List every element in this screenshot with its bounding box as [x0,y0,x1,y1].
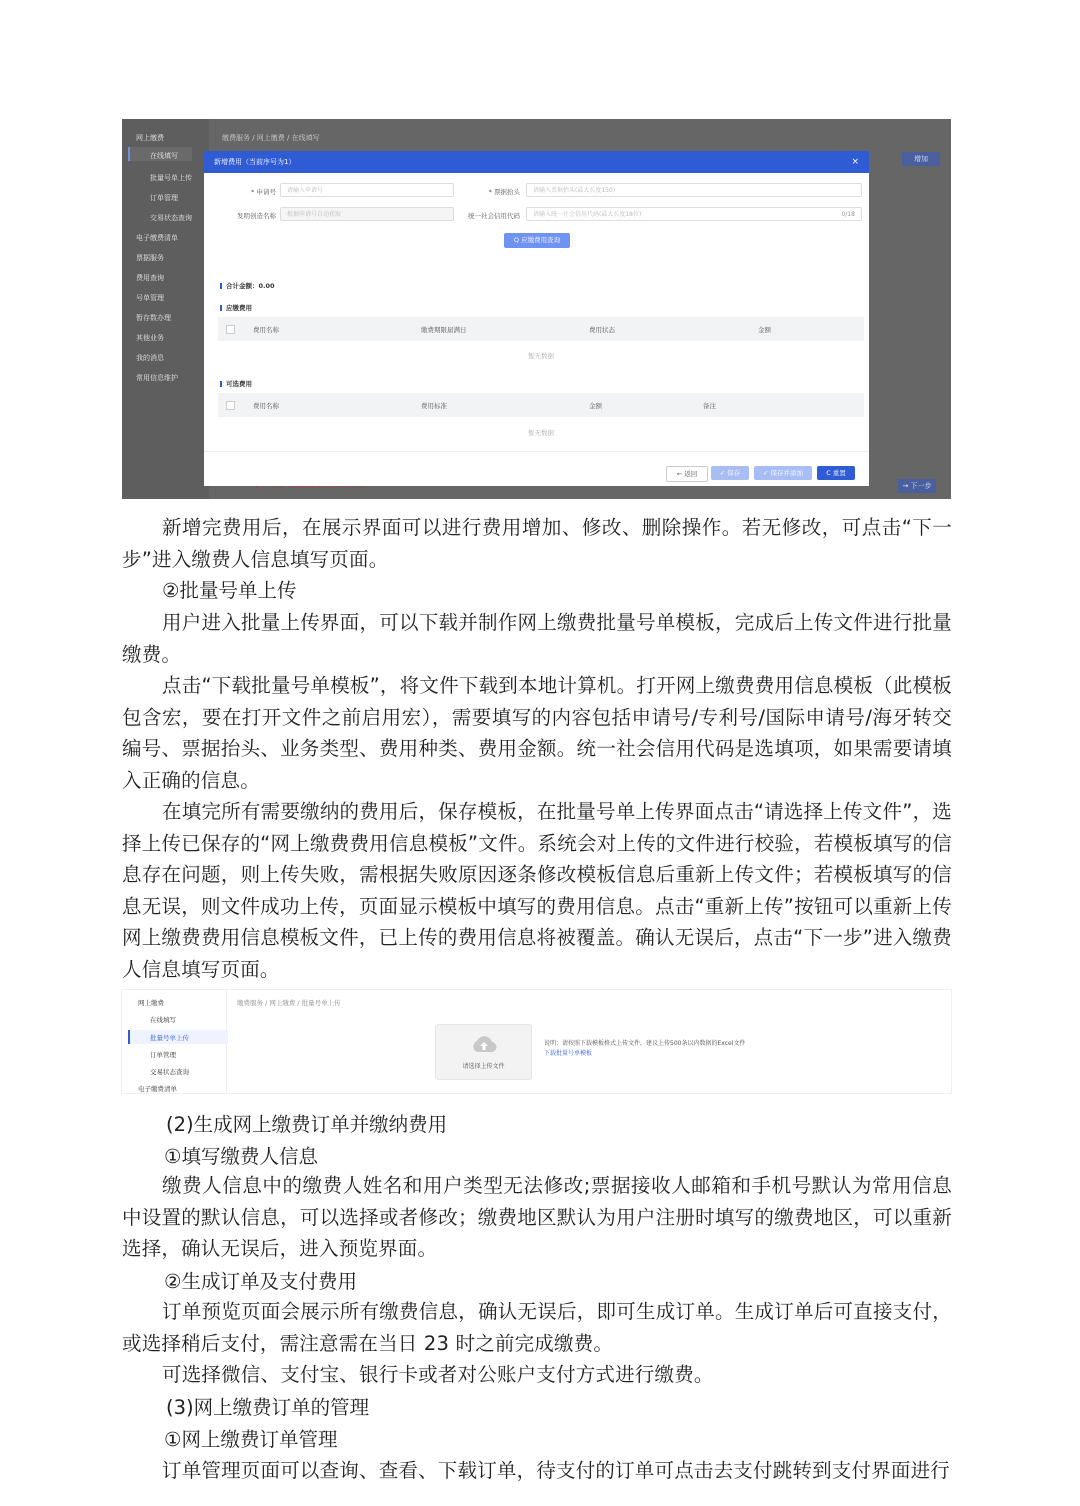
close-icon[interactable]: × [851,157,859,167]
optional-select-all-checkbox[interactable] [226,401,235,410]
save-and-add-button[interactable]: ✓ 保存并添加 [754,466,812,480]
heading-generate-pay: ②生成订单及支付费用 [164,1270,357,1293]
cloud-upload-icon [471,1033,497,1055]
opt-col-standard: 费用标准 [421,402,447,410]
breadcrumb: 缴费服务 / 网上缴费 / 在线填写 [222,134,320,142]
add-fee-modal [204,151,869,486]
credit-code-counter: 0/18 [841,211,855,218]
screenshot-batch-upload [122,990,951,1093]
invoice-title-input[interactable]: 请输入票据抬头(最大长度150) [526,183,862,197]
sidebar-item-batch-upload[interactable]: 批量号单上传 [150,174,192,182]
sidebar [122,119,209,499]
due-col-name: 费用名称 [253,326,279,334]
due-fee-table-header [218,317,864,341]
sidebar-item-online-fill[interactable]: 在线填写 [150,1016,176,1024]
upload-note: 说明：请按照下载模板格式上传文件，建议上传500条以内数据的Excel文件 [544,1040,746,1047]
modal-title: 新增费用（当前序号为1） [214,158,296,166]
sidebar-item-e-payment-list[interactable]: 电子缴费清单 [136,234,178,242]
invention-name-input: 根据申请号自动获取 [280,207,454,221]
sidebar-item-messages[interactable]: 我的消息 [136,354,164,362]
due-col-status: 费用状态 [589,326,615,334]
select-all-checkbox[interactable] [226,325,235,334]
due-empty: 暂无数据 [528,352,554,360]
save-button[interactable]: ✓ 保存 [711,466,749,480]
sidebar-item-orders[interactable]: 订单管理 [150,194,178,202]
paragraph-after-add: 新增完费用后，在展示界面可以进行费用增加、修改、删除操作。若无修改，可点击“下一步”进入缴费人信息填写页面。 [122,516,952,571]
sidebar-item-e-payment-list[interactable]: 电子缴费清单 [138,1085,177,1093]
paragraph-order-page: 订单管理页面可以查询、查看、下载订单，待支付的订单可点击去支付跳转到支付界面进行 [162,1459,951,1482]
paragraph-payment-methods: 可选择微信、支付宝、银行卡或者对公账户支付方式进行缴费。 [162,1363,714,1386]
modal-footer-divider [204,451,869,452]
optional-empty: 暂无数据 [528,429,554,437]
due-col-deadline: 缴费期限届满日 [421,326,467,334]
heading-order-management-sub: ①网上缴费订单管理 [164,1428,338,1451]
opt-col-remark: 备注 [703,402,716,410]
paragraph-payer-info: 缴费人信息中的缴费人姓名和用户类型无法修改;票据接收人邮箱和手机号默认为常用信息中设置的默认信息，可以选择或者修改；缴费地区默认为用户注册时填写的缴费地区，可以重新选择，确认无误后，进入预览界面。 [122,1174,952,1260]
back-button[interactable]: ← 返回 [666,466,708,482]
app-no-label: * 申请号 [251,188,276,196]
sidebar-item-online-payment[interactable]: 网上缴费 [136,134,164,142]
sidebar-item-transaction-status[interactable]: 交易状态查询 [150,214,192,222]
sidebar-item-online-fill[interactable]: 在线填写 [150,152,178,160]
modal-header [204,151,869,173]
breadcrumb: 缴费服务 / 网上缴费 / 批量号单上传 [237,999,341,1007]
paragraph-upload-process: 在填完所有需要缴纳的费用后，保存模板，在批量号单上传界面点击“请选择上传文件”，选择上传已保存的“网上缴费费用信息模板”文件。系统会对上传的文件进行校验，若模板填写的信息存在问题，则上传失败，需根据失败原因逐条修改模板信息后重新上传文件；若模板填写的信息无误，则文件成功上传，页面显示模板中填写的费用信息。点击“重新上传”按钮可以重新上传网上缴费费用信息模板文件，已上传的费用信息将被覆盖。确认无误后，点击“下一步”进入缴费人信息填写页面。 [122,800,952,981]
sidebar-item-orders[interactable]: 订单管理 [150,1051,176,1059]
sidebar-item-online-payment[interactable]: 网上缴费 [138,999,164,1007]
paragraph-order-preview: 订单预览页面会展示所有缴费信息，确认无误后，即可生成订单。生成订单后可直接支付，或选择稍后支付，需注意需在当日 23 时之前完成缴费。 [122,1300,952,1355]
opt-col-name: 费用名称 [253,402,279,410]
sidebar-item-common-info[interactable]: 常用信息维护 [136,374,178,382]
credit-code-input[interactable] [526,207,862,221]
next-step-button[interactable]: → 下一步 [898,479,936,493]
add-button[interactable]: 增加 [902,152,940,166]
upload-file-button[interactable] [435,1024,532,1080]
credit-code-placeholder: 请输入统一社会信用代码(最大长度18位) [533,211,642,218]
download-template-link[interactable]: 下载批量号单模板 [544,1050,593,1057]
invention-name-label: 发明创造名称 [237,212,276,220]
sidebar-item-invoice-service[interactable]: 票据服务 [136,254,164,262]
sidebar [122,990,227,1093]
sidebar-item-fee-query[interactable]: 费用查询 [136,274,164,282]
paragraph-batch-intro: 用户进入批量上传界面，可以下载并制作网上缴费批量号单模板，完成后上传文件进行批量缴费。 [122,611,952,666]
paragraph-download-template: 点击“下载批量号单模板”，将文件下载到本地计算机。打开网上缴费费用信息模板（此模板包含宏，要在打开文件之前启用宏），需要填写的内容包括申请号/专利号/国际申请号/海牙转交编号、票据抬头、业务类型、费用种类、费用金额。统一社会信用代码是选填项，如果需要请填入正确的信息。 [122,674,952,792]
query-fee-button[interactable]: Q 应缴费用查询 [504,233,570,248]
optional-fee-table-header [218,393,864,417]
sidebar-item-temp-storage[interactable]: 暂存数办理 [136,314,171,322]
credit-code-label: 统一社会信用代码 [468,212,520,220]
sidebar-item-other[interactable]: 其他业务 [136,334,164,342]
heading-batch-upload: ②批量号单上传 [162,579,297,602]
heading-order-management: (3)网上缴费订单的管理 [166,1396,370,1419]
heading-generate-order: (2)生成网上缴费订单并缴纳费用 [166,1113,448,1136]
optional-fee-section: 可选费用 [220,379,252,388]
sidebar-item-batch-upload[interactable]: 批量号单上传 [150,1034,189,1042]
reset-button[interactable]: C 重置 [817,466,855,480]
sidebar-item-transaction-status[interactable]: 交易状态查询 [150,1068,189,1076]
app-no-input[interactable]: 请输入申请号 [280,183,454,197]
due-col-amount: 金额 [758,326,771,334]
due-fee-section: 应缴费用 [220,303,252,312]
invoice-title-label: * 票据抬头 [488,188,520,196]
screenshot-online-fill [122,119,951,499]
sidebar-item-number-management[interactable]: 号单管理 [136,294,164,302]
opt-col-amount: 金额 [589,402,602,410]
upload-label: 请选择上传文件 [462,1063,505,1070]
heading-fill-payer: ①填写缴费人信息 [164,1145,318,1168]
total-amount: 合计金额：0.00 [220,281,275,290]
